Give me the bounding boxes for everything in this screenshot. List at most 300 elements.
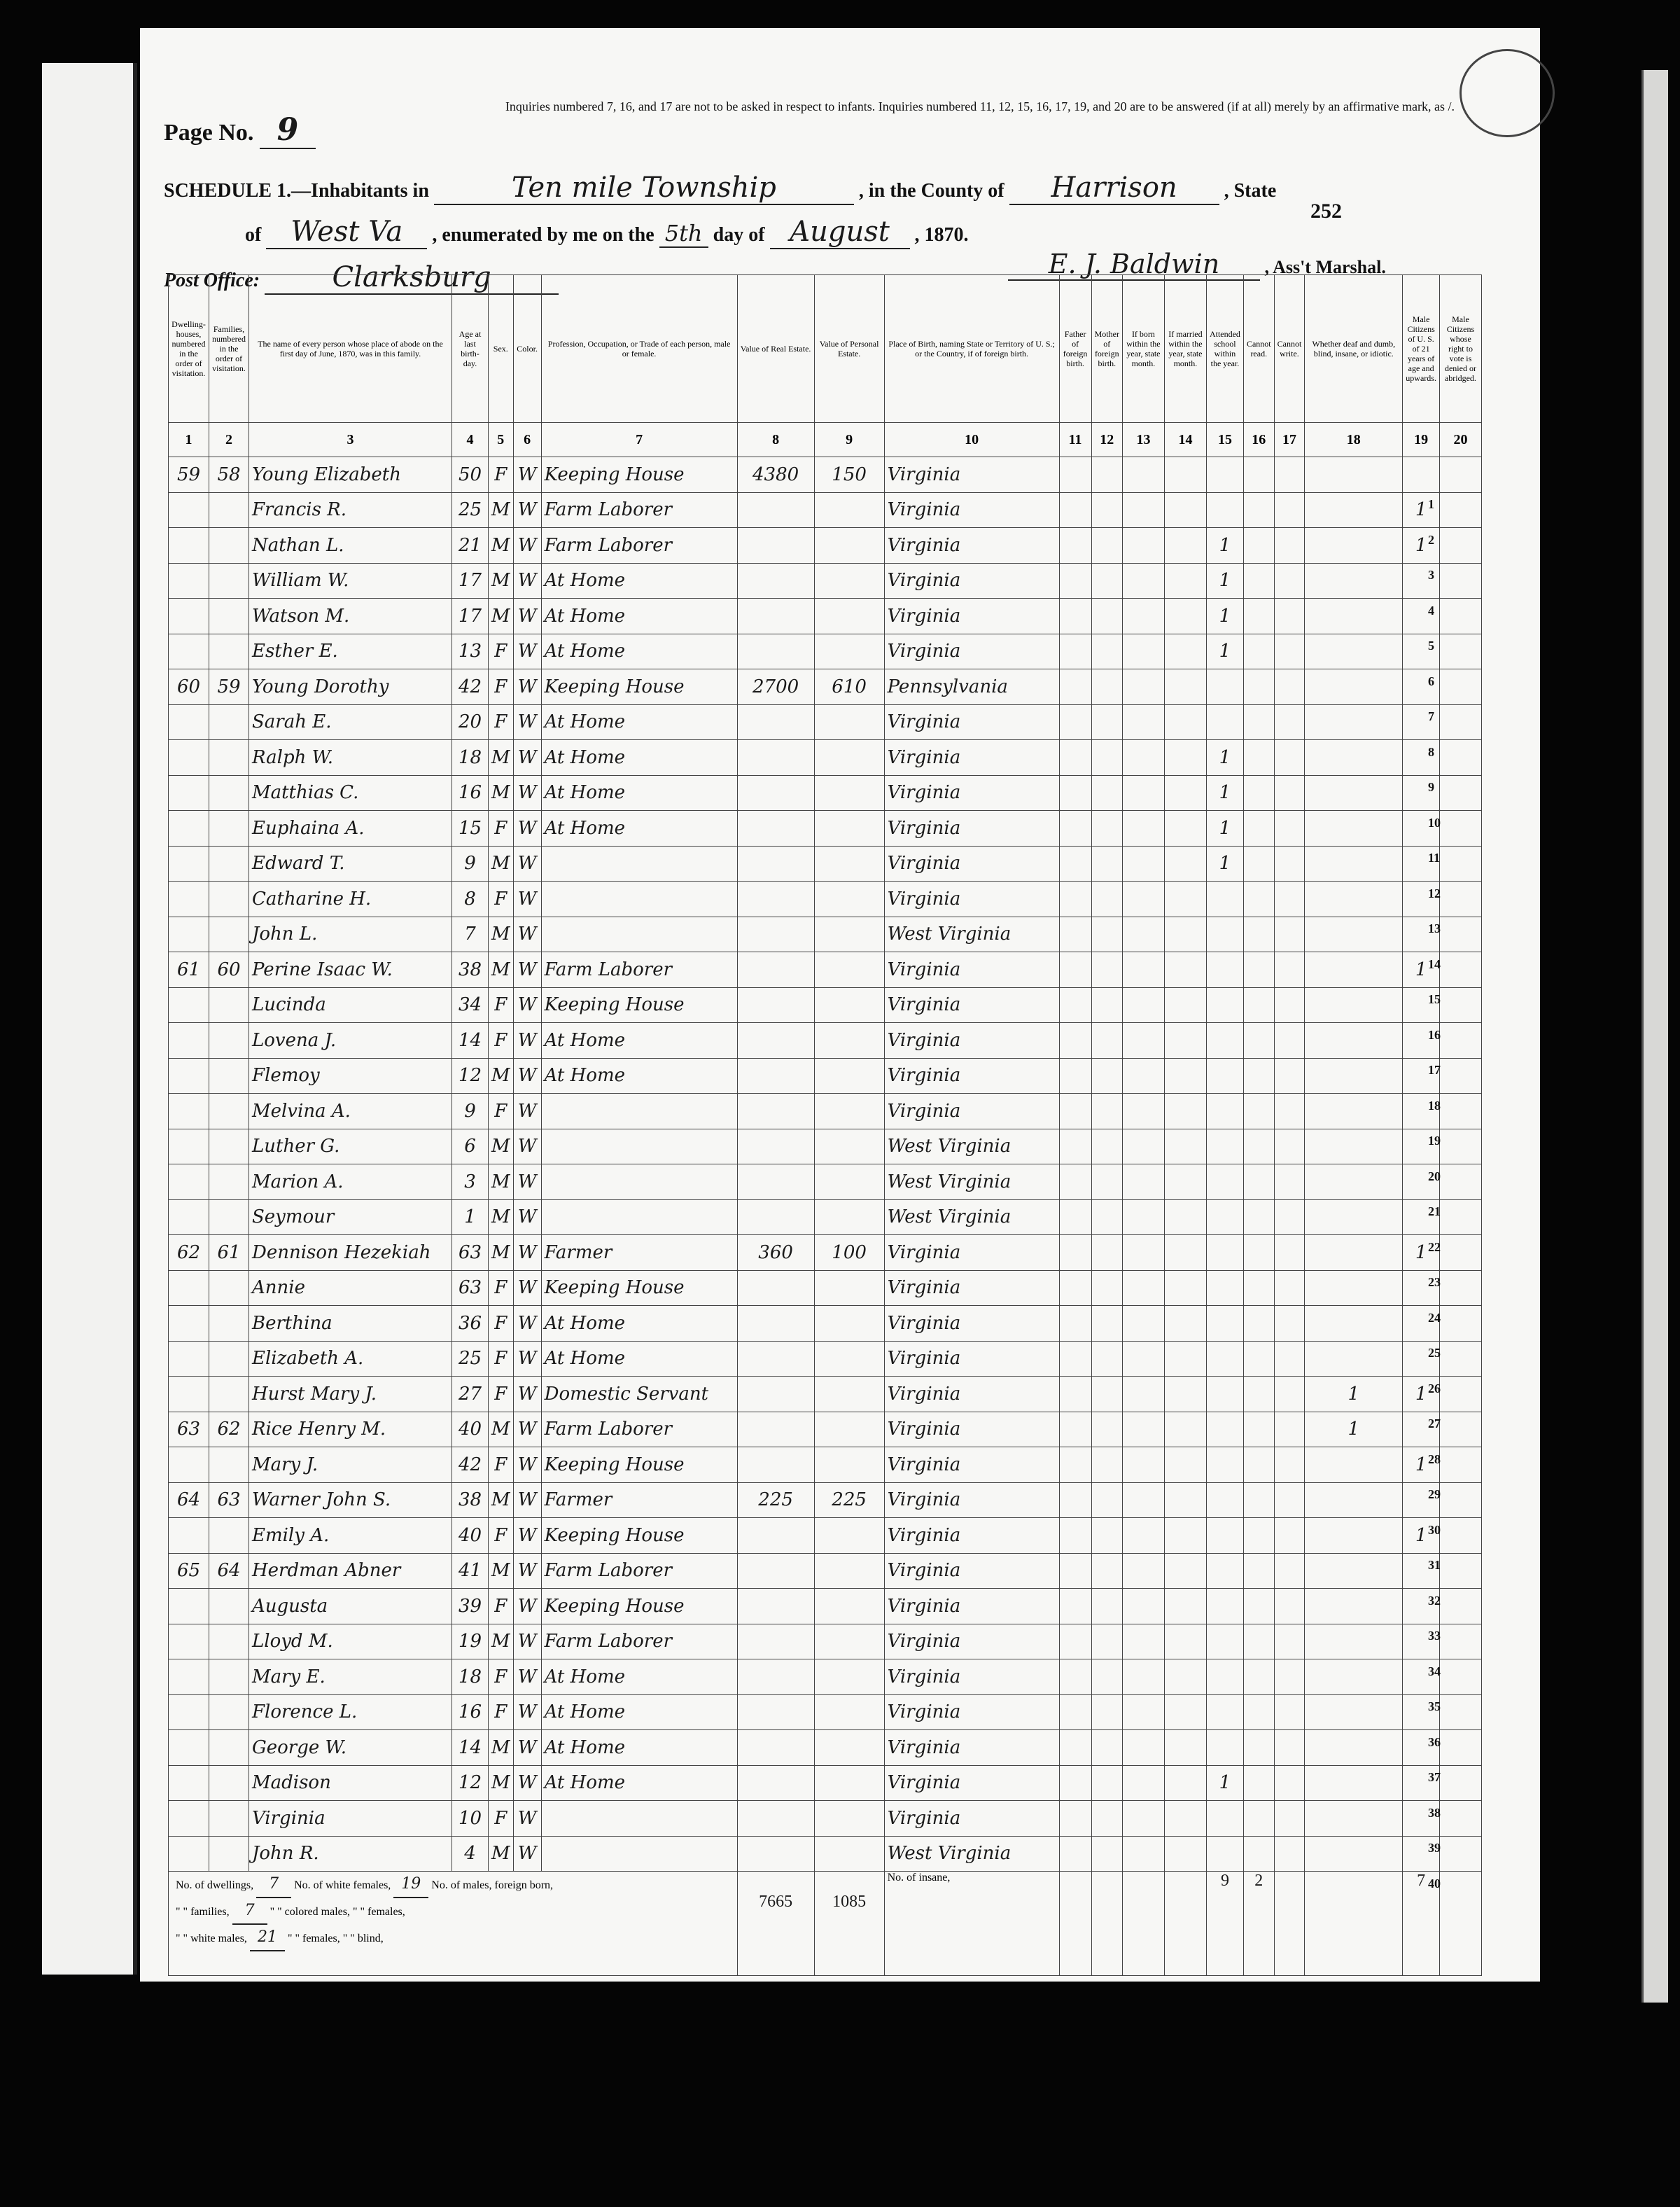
deaf-blind-insane bbox=[1305, 1306, 1403, 1342]
right-line-number: 22 bbox=[1428, 1239, 1441, 1254]
age: 3 bbox=[451, 1164, 488, 1200]
color: W bbox=[513, 1164, 541, 1200]
mother-foreign bbox=[1091, 1023, 1122, 1059]
deaf-blind-insane bbox=[1305, 1199, 1403, 1235]
age: 4 bbox=[451, 1836, 488, 1872]
real-estate-value bbox=[737, 1624, 814, 1659]
colored-males-label: " " colored males, bbox=[270, 1906, 350, 1918]
dwelling-number bbox=[169, 1094, 209, 1129]
occupation: At Home bbox=[541, 1694, 737, 1730]
age: 6 bbox=[451, 1129, 488, 1164]
real-estate-value bbox=[737, 1765, 814, 1801]
married-month bbox=[1164, 1164, 1206, 1200]
color: W bbox=[513, 704, 541, 740]
born-month bbox=[1122, 492, 1164, 528]
born-month bbox=[1122, 704, 1164, 740]
person-name: Euphaina A. bbox=[248, 811, 451, 847]
attended-school bbox=[1206, 492, 1243, 528]
personal-estate-value bbox=[814, 740, 884, 776]
birthplace: Virginia bbox=[884, 1624, 1059, 1659]
personal-estate-value bbox=[814, 634, 884, 669]
table-row bbox=[169, 1801, 1482, 1837]
person-name: Young Dorothy bbox=[248, 669, 451, 705]
cannot-write bbox=[1274, 917, 1305, 952]
page-no-label: Page No. bbox=[164, 120, 254, 146]
cannot-write bbox=[1274, 1270, 1305, 1306]
family-number bbox=[209, 1094, 249, 1129]
cannot-read bbox=[1243, 528, 1274, 564]
father-foreign bbox=[1059, 704, 1091, 740]
census-page bbox=[140, 28, 1540, 1982]
real-estate-value bbox=[737, 1341, 814, 1377]
married-month bbox=[1164, 1377, 1206, 1412]
cannot-write bbox=[1274, 775, 1305, 811]
deaf-blind-insane bbox=[1305, 952, 1403, 988]
father-foreign bbox=[1059, 1624, 1091, 1659]
family-number bbox=[209, 599, 249, 634]
township: Ten mile Township bbox=[434, 172, 854, 205]
deaf-blind-insane bbox=[1305, 457, 1403, 493]
age: 9 bbox=[451, 846, 488, 882]
color: W bbox=[513, 1270, 541, 1306]
father-foreign bbox=[1059, 599, 1091, 634]
father-foreign bbox=[1059, 563, 1091, 599]
family-number bbox=[209, 563, 249, 599]
attended-school bbox=[1206, 1235, 1243, 1271]
occupation: Farmer bbox=[541, 1482, 737, 1518]
cannot-write bbox=[1274, 1412, 1305, 1447]
sex: F bbox=[488, 1518, 513, 1554]
born-month bbox=[1122, 1270, 1164, 1306]
sex: F bbox=[488, 882, 513, 917]
cannot-read bbox=[1243, 1412, 1274, 1447]
occupation: Keeping House bbox=[541, 1518, 737, 1554]
cannot-read bbox=[1243, 669, 1274, 705]
vote-denied bbox=[1439, 1235, 1481, 1271]
person-name: Marion A. bbox=[248, 1164, 451, 1200]
color: W bbox=[513, 1023, 541, 1059]
color: W bbox=[513, 952, 541, 988]
color: W bbox=[513, 846, 541, 882]
father-foreign bbox=[1059, 1801, 1091, 1837]
occupation: At Home bbox=[541, 563, 737, 599]
family-number bbox=[209, 775, 249, 811]
born-month bbox=[1122, 1023, 1164, 1059]
vote-denied bbox=[1439, 1023, 1481, 1059]
married-month bbox=[1164, 1199, 1206, 1235]
age: 16 bbox=[451, 775, 488, 811]
right-line-number: 21 bbox=[1428, 1204, 1441, 1218]
family-number: 58 bbox=[209, 457, 249, 493]
county: Harrison bbox=[1009, 172, 1219, 205]
mother-foreign bbox=[1091, 987, 1122, 1023]
father-foreign bbox=[1059, 1412, 1091, 1447]
father-foreign bbox=[1059, 987, 1091, 1023]
birthplace: Virginia bbox=[884, 1482, 1059, 1518]
personal-estate-value bbox=[814, 563, 884, 599]
person-name: William W. bbox=[248, 563, 451, 599]
deaf-blind-insane bbox=[1305, 740, 1403, 776]
deaf-blind-insane bbox=[1305, 599, 1403, 634]
cannot-write bbox=[1274, 1094, 1305, 1129]
age: 14 bbox=[451, 1023, 488, 1059]
mother-foreign bbox=[1091, 917, 1122, 952]
born-month bbox=[1122, 917, 1164, 952]
sex: F bbox=[488, 1377, 513, 1412]
father-foreign bbox=[1059, 846, 1091, 882]
deaf-blind-insane bbox=[1305, 1058, 1403, 1094]
born-month bbox=[1122, 1129, 1164, 1164]
person-name: Seymour bbox=[248, 1199, 451, 1235]
sex: F bbox=[488, 1589, 513, 1624]
vote-denied bbox=[1439, 1801, 1481, 1837]
color: W bbox=[513, 811, 541, 847]
age: 27 bbox=[451, 1377, 488, 1412]
personal-estate-value bbox=[814, 528, 884, 564]
born-month bbox=[1122, 1801, 1164, 1837]
sex: M bbox=[488, 599, 513, 634]
born-month bbox=[1122, 882, 1164, 917]
attended-school bbox=[1206, 1694, 1243, 1730]
father-foreign bbox=[1059, 669, 1091, 705]
attended-school bbox=[1206, 1553, 1243, 1589]
born-month bbox=[1122, 1199, 1164, 1235]
marshal-name: E. J. Baldwin bbox=[1008, 249, 1260, 281]
sex: F bbox=[488, 811, 513, 847]
attended-school bbox=[1206, 882, 1243, 917]
father-foreign bbox=[1059, 1447, 1091, 1483]
deaf-blind-insane bbox=[1305, 704, 1403, 740]
family-number bbox=[209, 1270, 249, 1306]
archive-stamp bbox=[1460, 49, 1555, 137]
mother-foreign bbox=[1091, 599, 1122, 634]
born-month bbox=[1122, 740, 1164, 776]
col-header: Mother of foreign birth. bbox=[1091, 275, 1122, 423]
deaf-blind-insane bbox=[1305, 882, 1403, 917]
attended-school: 1 bbox=[1206, 634, 1243, 669]
cannot-read bbox=[1243, 599, 1274, 634]
age: 41 bbox=[451, 1553, 488, 1589]
attended-school: 1 bbox=[1206, 775, 1243, 811]
person-name: Melvina A. bbox=[248, 1094, 451, 1129]
birthplace: Virginia bbox=[884, 740, 1059, 776]
right-line-number: 17 bbox=[1428, 1063, 1441, 1077]
person-name: Watson M. bbox=[248, 599, 451, 634]
real-estate-value: 2700 bbox=[737, 669, 814, 705]
mother-foreign bbox=[1091, 1659, 1122, 1695]
attended-school bbox=[1206, 1482, 1243, 1518]
real-estate-value bbox=[737, 846, 814, 882]
family-number bbox=[209, 1129, 249, 1164]
color: W bbox=[513, 599, 541, 634]
mother-foreign bbox=[1091, 1730, 1122, 1766]
vote-denied bbox=[1439, 1129, 1481, 1164]
table-row bbox=[169, 599, 1482, 634]
person-name: Catharine H. bbox=[248, 882, 451, 917]
color: W bbox=[513, 634, 541, 669]
age: 25 bbox=[451, 1341, 488, 1377]
real-estate-value bbox=[737, 952, 814, 988]
mother-foreign bbox=[1091, 811, 1122, 847]
age: 63 bbox=[451, 1270, 488, 1306]
cannot-read bbox=[1243, 704, 1274, 740]
age: 40 bbox=[451, 1412, 488, 1447]
of-label: of bbox=[245, 224, 262, 246]
sex: M bbox=[488, 1412, 513, 1447]
occupation: Keeping House bbox=[541, 1447, 737, 1483]
family-number bbox=[209, 492, 249, 528]
real-estate-value bbox=[737, 1694, 814, 1730]
schedule-line bbox=[164, 172, 1276, 205]
family-number bbox=[209, 1730, 249, 1766]
color: W bbox=[513, 457, 541, 493]
col-header: Value of Personal Estate. bbox=[814, 275, 884, 423]
occupation: Keeping House bbox=[541, 987, 737, 1023]
page-binding bbox=[1642, 70, 1668, 2003]
table-row bbox=[169, 528, 1482, 564]
family-number bbox=[209, 987, 249, 1023]
occupation: Farm Laborer bbox=[541, 492, 737, 528]
sex: F bbox=[488, 634, 513, 669]
right-line-number: 38 bbox=[1428, 1805, 1441, 1820]
census-table bbox=[168, 274, 1482, 1976]
sex: M bbox=[488, 1235, 513, 1271]
age: 8 bbox=[451, 882, 488, 917]
table-row bbox=[169, 492, 1482, 528]
attended-school bbox=[1206, 952, 1243, 988]
age: 19 bbox=[451, 1624, 488, 1659]
dwelling-number bbox=[169, 917, 209, 952]
dwelling-number bbox=[169, 1129, 209, 1164]
deaf-blind-insane: 1 bbox=[1305, 1412, 1403, 1447]
table-row bbox=[169, 1447, 1482, 1483]
cannot-write bbox=[1274, 1765, 1305, 1801]
vote-denied bbox=[1439, 704, 1481, 740]
sex: F bbox=[488, 704, 513, 740]
sex: F bbox=[488, 1447, 513, 1483]
right-line-number: 37 bbox=[1428, 1770, 1441, 1784]
col-number: 13 bbox=[1122, 423, 1164, 457]
male-citizen-21: 1 bbox=[1403, 528, 1440, 564]
married-month bbox=[1164, 1447, 1206, 1483]
table-row bbox=[169, 563, 1482, 599]
birthplace: Virginia bbox=[884, 952, 1059, 988]
col-header: Age at last birth-day. bbox=[451, 275, 488, 423]
born-month bbox=[1122, 1589, 1164, 1624]
mother-foreign bbox=[1091, 669, 1122, 705]
age: 25 bbox=[451, 492, 488, 528]
cannot-write bbox=[1274, 1199, 1305, 1235]
deaf-blind-insane bbox=[1305, 1518, 1403, 1554]
foreign-males-label: No. of males, foreign born, bbox=[431, 1879, 554, 1891]
dwelling-number bbox=[169, 599, 209, 634]
personal-estate-value bbox=[814, 1306, 884, 1342]
white-males-count: 21 bbox=[250, 1925, 285, 1951]
table-row bbox=[169, 1624, 1482, 1659]
table-row bbox=[169, 1765, 1482, 1801]
father-foreign bbox=[1059, 1094, 1091, 1129]
right-line-number: 12 bbox=[1428, 886, 1441, 900]
personal-estate-value bbox=[814, 917, 884, 952]
born-month bbox=[1122, 1836, 1164, 1872]
right-line-number: 36 bbox=[1428, 1734, 1441, 1749]
deaf-blind-insane bbox=[1305, 1553, 1403, 1589]
married-month bbox=[1164, 740, 1206, 776]
attended-school bbox=[1206, 1801, 1243, 1837]
father-foreign bbox=[1059, 1199, 1091, 1235]
table-row bbox=[169, 1836, 1482, 1872]
dwelling-number: 65 bbox=[169, 1553, 209, 1589]
total-personal-estate: 1085 bbox=[814, 1872, 884, 1976]
attended-school: 1 bbox=[1206, 740, 1243, 776]
right-line-number: 18 bbox=[1428, 1098, 1441, 1113]
age: 17 bbox=[451, 599, 488, 634]
real-estate-value bbox=[737, 1270, 814, 1306]
personal-estate-value bbox=[814, 704, 884, 740]
vote-denied bbox=[1439, 1589, 1481, 1624]
cannot-read bbox=[1243, 1341, 1274, 1377]
col-number: 2 bbox=[209, 423, 249, 457]
personal-estate-value bbox=[814, 492, 884, 528]
person-name: Rice Henry M. bbox=[248, 1412, 451, 1447]
age: 15 bbox=[451, 811, 488, 847]
dwelling-number bbox=[169, 492, 209, 528]
person-name: Lloyd M. bbox=[248, 1624, 451, 1659]
age: 1 bbox=[451, 1199, 488, 1235]
color: W bbox=[513, 1341, 541, 1377]
birthplace: Virginia bbox=[884, 599, 1059, 634]
sex: M bbox=[488, 952, 513, 988]
family-number: 64 bbox=[209, 1553, 249, 1589]
color: W bbox=[513, 1482, 541, 1518]
deaf-blind-insane bbox=[1305, 1659, 1403, 1695]
cannot-read bbox=[1243, 1518, 1274, 1554]
deaf-blind-insane bbox=[1305, 1836, 1403, 1872]
table-row bbox=[169, 1094, 1482, 1129]
born-month bbox=[1122, 1659, 1164, 1695]
real-estate-value bbox=[737, 528, 814, 564]
family-number bbox=[209, 811, 249, 847]
deaf-blind-insane bbox=[1305, 811, 1403, 847]
married-month bbox=[1164, 1765, 1206, 1801]
color: W bbox=[513, 917, 541, 952]
birthplace: Virginia bbox=[884, 457, 1059, 493]
person-name: Virginia bbox=[248, 1801, 451, 1837]
married-month bbox=[1164, 1270, 1206, 1306]
person-name: John L. bbox=[248, 917, 451, 952]
attended-school bbox=[1206, 987, 1243, 1023]
born-month bbox=[1122, 775, 1164, 811]
mother-foreign bbox=[1091, 1482, 1122, 1518]
personal-estate-value bbox=[814, 1836, 884, 1872]
personal-estate-value: 225 bbox=[814, 1482, 884, 1518]
cannot-write bbox=[1274, 634, 1305, 669]
dwelling-number bbox=[169, 1164, 209, 1200]
sex: M bbox=[488, 1836, 513, 1872]
married-month bbox=[1164, 775, 1206, 811]
color: W bbox=[513, 1447, 541, 1483]
cannot-write bbox=[1274, 1836, 1305, 1872]
occupation: Farm Laborer bbox=[541, 1412, 737, 1447]
table-row bbox=[169, 740, 1482, 776]
married-month bbox=[1164, 811, 1206, 847]
sex: F bbox=[488, 1659, 513, 1695]
table-row bbox=[169, 1058, 1482, 1094]
col-number: 5 bbox=[488, 423, 513, 457]
age: 63 bbox=[451, 1235, 488, 1271]
person-name: Lucinda bbox=[248, 987, 451, 1023]
occupation bbox=[541, 846, 737, 882]
family-number: 60 bbox=[209, 952, 249, 988]
person-name: Francis R. bbox=[248, 492, 451, 528]
family-number: 63 bbox=[209, 1482, 249, 1518]
cannot-read bbox=[1243, 563, 1274, 599]
father-foreign bbox=[1059, 917, 1091, 952]
personal-estate-value bbox=[814, 811, 884, 847]
deaf-blind-insane bbox=[1305, 1447, 1403, 1483]
dwelling-number bbox=[169, 1730, 209, 1766]
cannot-write bbox=[1274, 1518, 1305, 1554]
sex: M bbox=[488, 917, 513, 952]
real-estate-value bbox=[737, 775, 814, 811]
birthplace: West Virginia bbox=[884, 917, 1059, 952]
personal-estate-value bbox=[814, 846, 884, 882]
post-office-label: Post Office: bbox=[164, 270, 260, 291]
sex: F bbox=[488, 457, 513, 493]
married-month bbox=[1164, 1730, 1206, 1766]
cannot-write bbox=[1274, 669, 1305, 705]
right-line-number: 33 bbox=[1428, 1629, 1441, 1643]
father-foreign bbox=[1059, 1235, 1091, 1271]
cannot-read bbox=[1243, 1235, 1274, 1271]
table-row bbox=[169, 1341, 1482, 1377]
personal-estate-value bbox=[814, 1589, 884, 1624]
male-citizen-21: 1 bbox=[1403, 1518, 1440, 1554]
dwelling-number bbox=[169, 987, 209, 1023]
deaf-blind-insane bbox=[1305, 1270, 1403, 1306]
right-line-number: 3 bbox=[1428, 568, 1434, 582]
col-number: 10 bbox=[884, 423, 1059, 457]
white-males-label: " " white males, bbox=[176, 1933, 247, 1944]
occupation: At Home bbox=[541, 1306, 737, 1342]
mother-foreign bbox=[1091, 1765, 1122, 1801]
dwelling-number: 62 bbox=[169, 1235, 209, 1271]
sex: M bbox=[488, 1482, 513, 1518]
color: W bbox=[513, 1377, 541, 1412]
cannot-write bbox=[1274, 457, 1305, 493]
occupation bbox=[541, 1094, 737, 1129]
cannot-write bbox=[1274, 1377, 1305, 1412]
cannot-write bbox=[1274, 1624, 1305, 1659]
dwelling-number bbox=[169, 1447, 209, 1483]
personal-estate-value bbox=[814, 1765, 884, 1801]
age: 42 bbox=[451, 1447, 488, 1483]
vote-denied bbox=[1439, 599, 1481, 634]
personal-estate-value bbox=[814, 1659, 884, 1695]
col-header: Color. bbox=[513, 275, 541, 423]
age: 36 bbox=[451, 1306, 488, 1342]
father-foreign bbox=[1059, 952, 1091, 988]
father-foreign bbox=[1059, 1694, 1091, 1730]
sex: F bbox=[488, 1801, 513, 1837]
birthplace: Virginia bbox=[884, 1553, 1059, 1589]
family-number: 59 bbox=[209, 669, 249, 705]
occupation: At Home bbox=[541, 1058, 737, 1094]
sex: M bbox=[488, 1730, 513, 1766]
born-month bbox=[1122, 846, 1164, 882]
birthplace: Pennsylvania bbox=[884, 669, 1059, 705]
father-foreign bbox=[1059, 1377, 1091, 1412]
